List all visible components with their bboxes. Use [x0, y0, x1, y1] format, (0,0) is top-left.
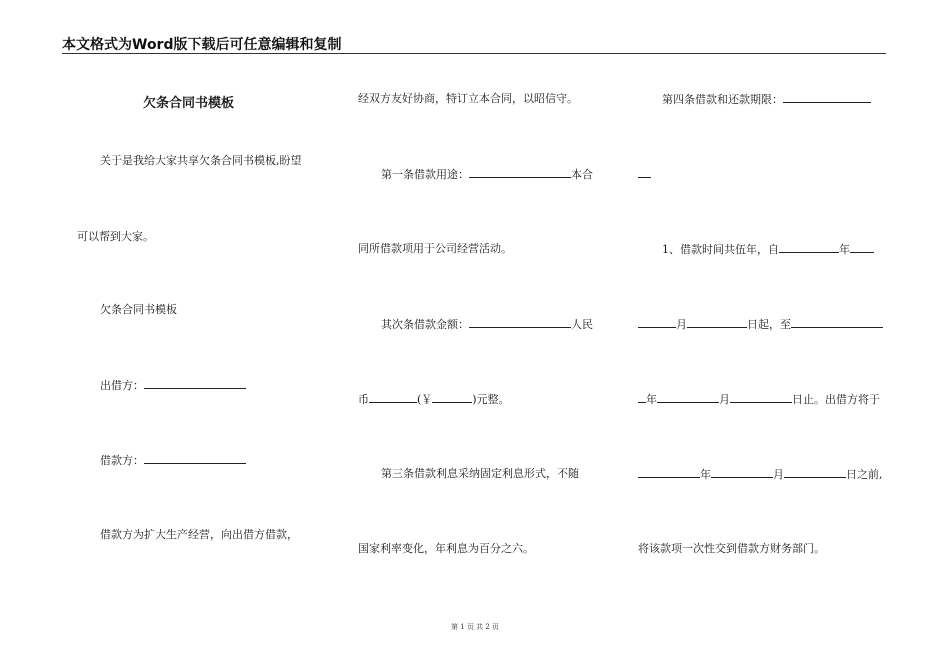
article-2-line [381, 317, 593, 332]
article-2-label: 其次条借款金额： [381, 318, 469, 331]
article-2-tail: 人民 [571, 318, 593, 331]
amount-close: )元整。 [472, 393, 510, 406]
start-year-label: 年 [839, 243, 850, 256]
pay-day-blank [784, 467, 846, 478]
term-line-3 [638, 392, 880, 407]
start-day-label: 日起，至 [747, 318, 791, 331]
section-subtitle: 欠条合同书模板 [100, 303, 177, 316]
borrower-label: 借款方： [100, 454, 144, 467]
article-1-continued: 同所借款项用于公司经营活动。 [358, 242, 512, 255]
term-line-1 [662, 242, 874, 257]
article-4-blank-2 [638, 167, 651, 178]
header-divider [62, 53, 886, 54]
currency-label: 币 [358, 393, 369, 406]
amount-words-blank [369, 392, 417, 403]
start-day-blank [687, 317, 747, 328]
agreement-line: 经双方友好协商，特订立本合同，以昭信守。 [358, 92, 578, 105]
article-1-blank [469, 167, 571, 178]
article-4-line [662, 92, 871, 107]
document-title: 欠条合同书模板 [143, 96, 235, 111]
borrower-blank [144, 453, 246, 464]
pay-year-blank [638, 467, 700, 478]
paragraph-purpose-start: 借款方为扩大生产经营，向出借方借款， [100, 528, 298, 541]
start-year-blank [779, 242, 839, 253]
amount-number-blank [432, 392, 472, 403]
end-month-label: 月 [719, 393, 730, 406]
start-month-blank-a [850, 242, 874, 253]
article-4-blank-continued [638, 167, 651, 182]
end-year-blank-b [638, 392, 646, 403]
lender-label: 出借方： [100, 379, 144, 392]
end-month-blank [657, 392, 719, 403]
lender-blank [144, 378, 246, 389]
amount-yen-open: (￥ [417, 393, 433, 406]
pay-month-blank [711, 467, 773, 478]
article-2-amount-line [358, 392, 510, 407]
article-1-label: 第一条借款用途： [381, 168, 469, 181]
intro-line-2: 可以帮到大家。 [77, 230, 154, 243]
borrower-line [100, 453, 246, 468]
page-footer: 第 1 页 共 2 页 [450, 623, 500, 631]
pay-year-label: 年 [700, 468, 711, 481]
document-header-banner: 本文格式为Word版下载后可任意编辑和复制 [62, 37, 342, 53]
article-1-line [381, 167, 593, 182]
pay-month-label: 月 [773, 468, 784, 481]
article-4-blank [783, 92, 871, 103]
end-day-blank [730, 392, 792, 403]
end-year-blank-a [791, 317, 883, 328]
term-intro: 1、借款时间共伍年，自 [662, 243, 779, 256]
article-1-tail: 本合 [571, 168, 593, 181]
end-day-label: 日止。出借方将于 [792, 393, 880, 406]
term-line-5: 将该款项一次性交到借款方财务部门。 [638, 542, 825, 555]
lender-line [100, 378, 246, 393]
article-2-blank [469, 317, 571, 328]
term-line-2 [638, 317, 883, 332]
pay-before-label: 日之前, [846, 468, 883, 481]
term-line-4 [638, 467, 883, 482]
start-month-blank-b [638, 317, 676, 328]
article-3-line: 第三条借款利息采纳固定利息形式，不随 [381, 467, 579, 480]
article-4-label: 第四条借款和还款期限： [662, 93, 783, 106]
intro-line-1: 关于是我给大家共享欠条合同书模板,盼望 [100, 154, 302, 167]
article-3-continued: 国家利率变化，年利息为百分之六。 [358, 542, 534, 555]
end-year-label: 年 [646, 393, 657, 406]
start-month-label: 月 [676, 318, 687, 331]
